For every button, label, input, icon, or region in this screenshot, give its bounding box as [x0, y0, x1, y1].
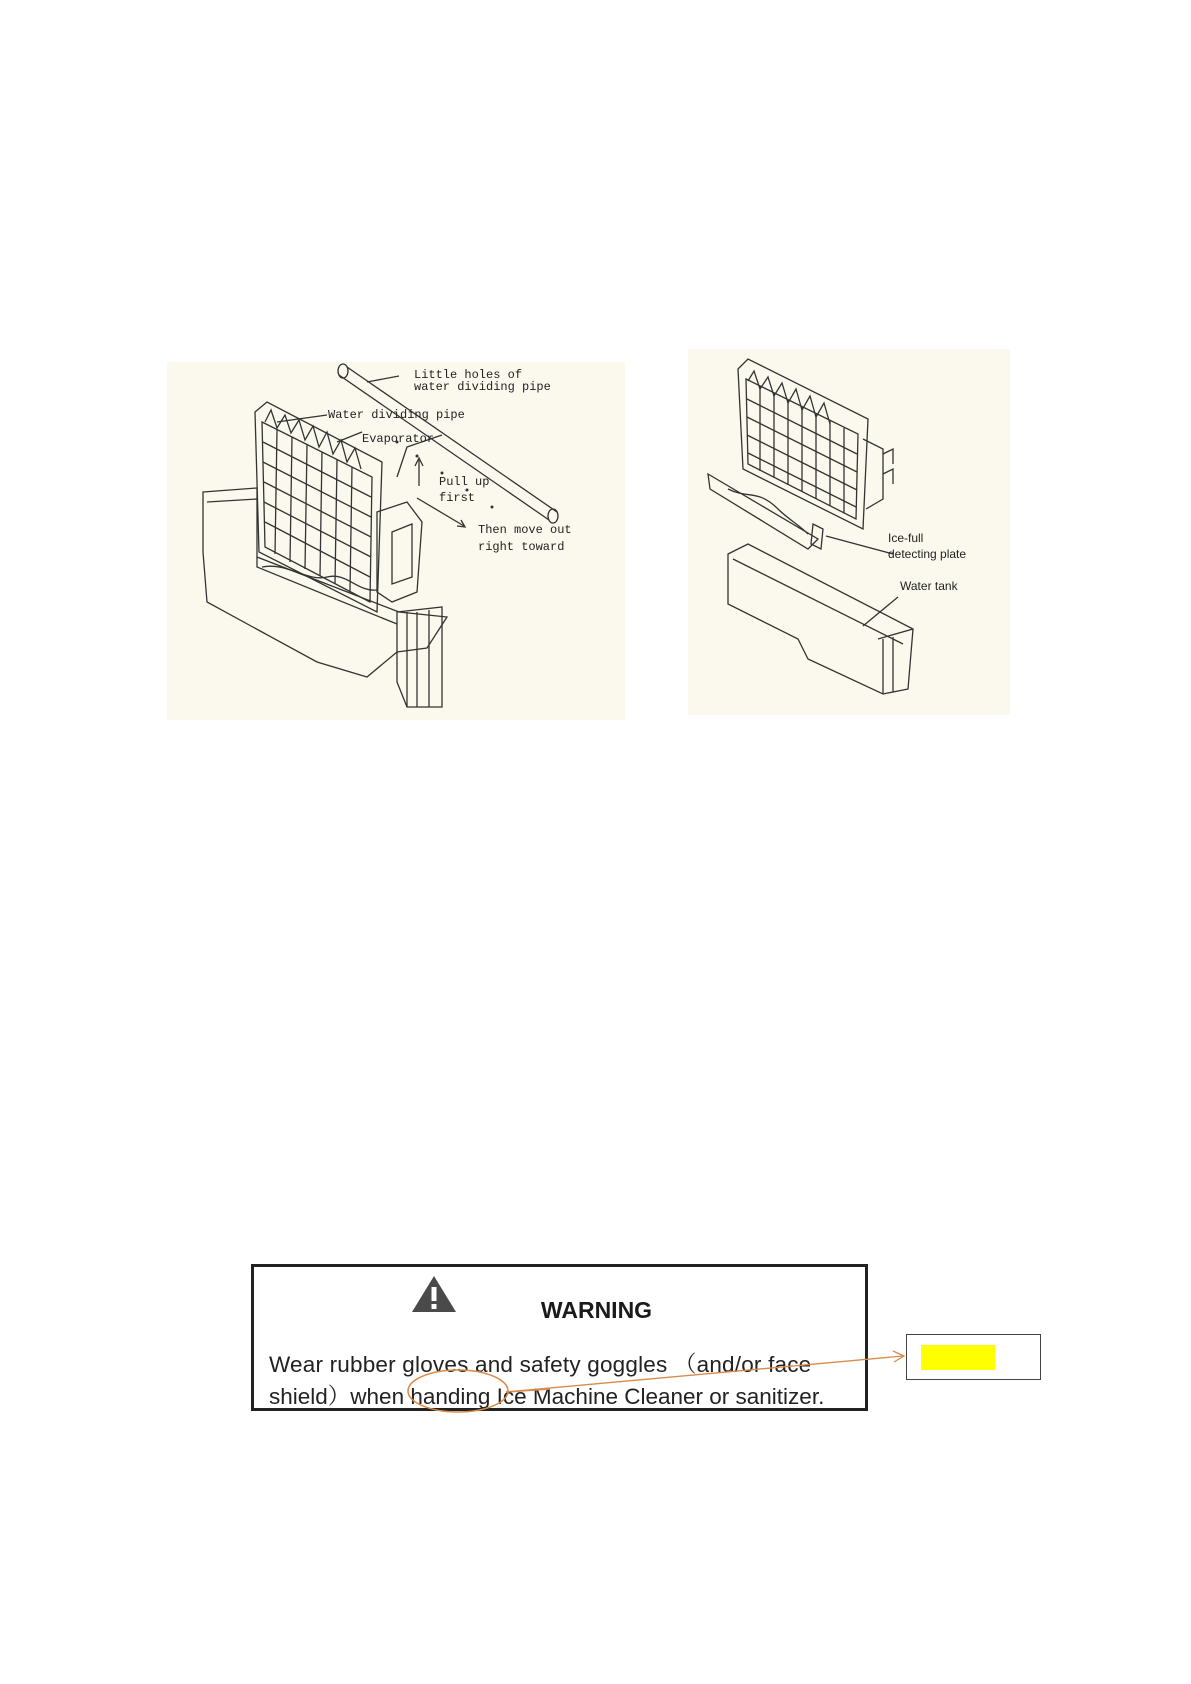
label-little-holes-line2: water dividing pipe	[414, 380, 551, 394]
warning-box	[251, 1264, 868, 1411]
annotation-box	[906, 1334, 1041, 1380]
annotation-arrowhead	[893, 1351, 904, 1362]
figure-evaporator-removal	[167, 362, 625, 720]
label-ice-full-line1: Ice-full	[888, 531, 924, 545]
label-water-tank: Water tank	[900, 579, 958, 593]
annotation-highlight	[921, 1345, 995, 1370]
warning-line-2: shield）when handing Ice Machine Cleaner or sanitizer.	[269, 1384, 825, 1409]
label-evaporator: Evaporator	[362, 432, 435, 446]
label-then-move	[478, 522, 572, 556]
label-water-dividing-pipe: Water dividing pipe	[328, 408, 465, 422]
label-then-move-line1: Then move out	[478, 523, 572, 537]
label-ice-full-line2: detecting plate	[888, 547, 967, 561]
warning-line-1: Wear rubber gloves and safety goggles （and/or face	[269, 1352, 812, 1377]
label-pull-up-line2: first	[439, 491, 476, 505]
figure-water-tank	[688, 349, 1010, 715]
label-pull-up-line1: Pull up	[439, 475, 490, 489]
label-little-holes	[414, 369, 551, 393]
warning-title: WARNING	[540, 1297, 653, 1323]
label-then-move-line2: right toward	[478, 540, 565, 554]
label-little-holes-line1: Little holes of	[414, 368, 523, 382]
label-ice-full	[888, 530, 966, 562]
label-pull-up	[439, 474, 489, 506]
